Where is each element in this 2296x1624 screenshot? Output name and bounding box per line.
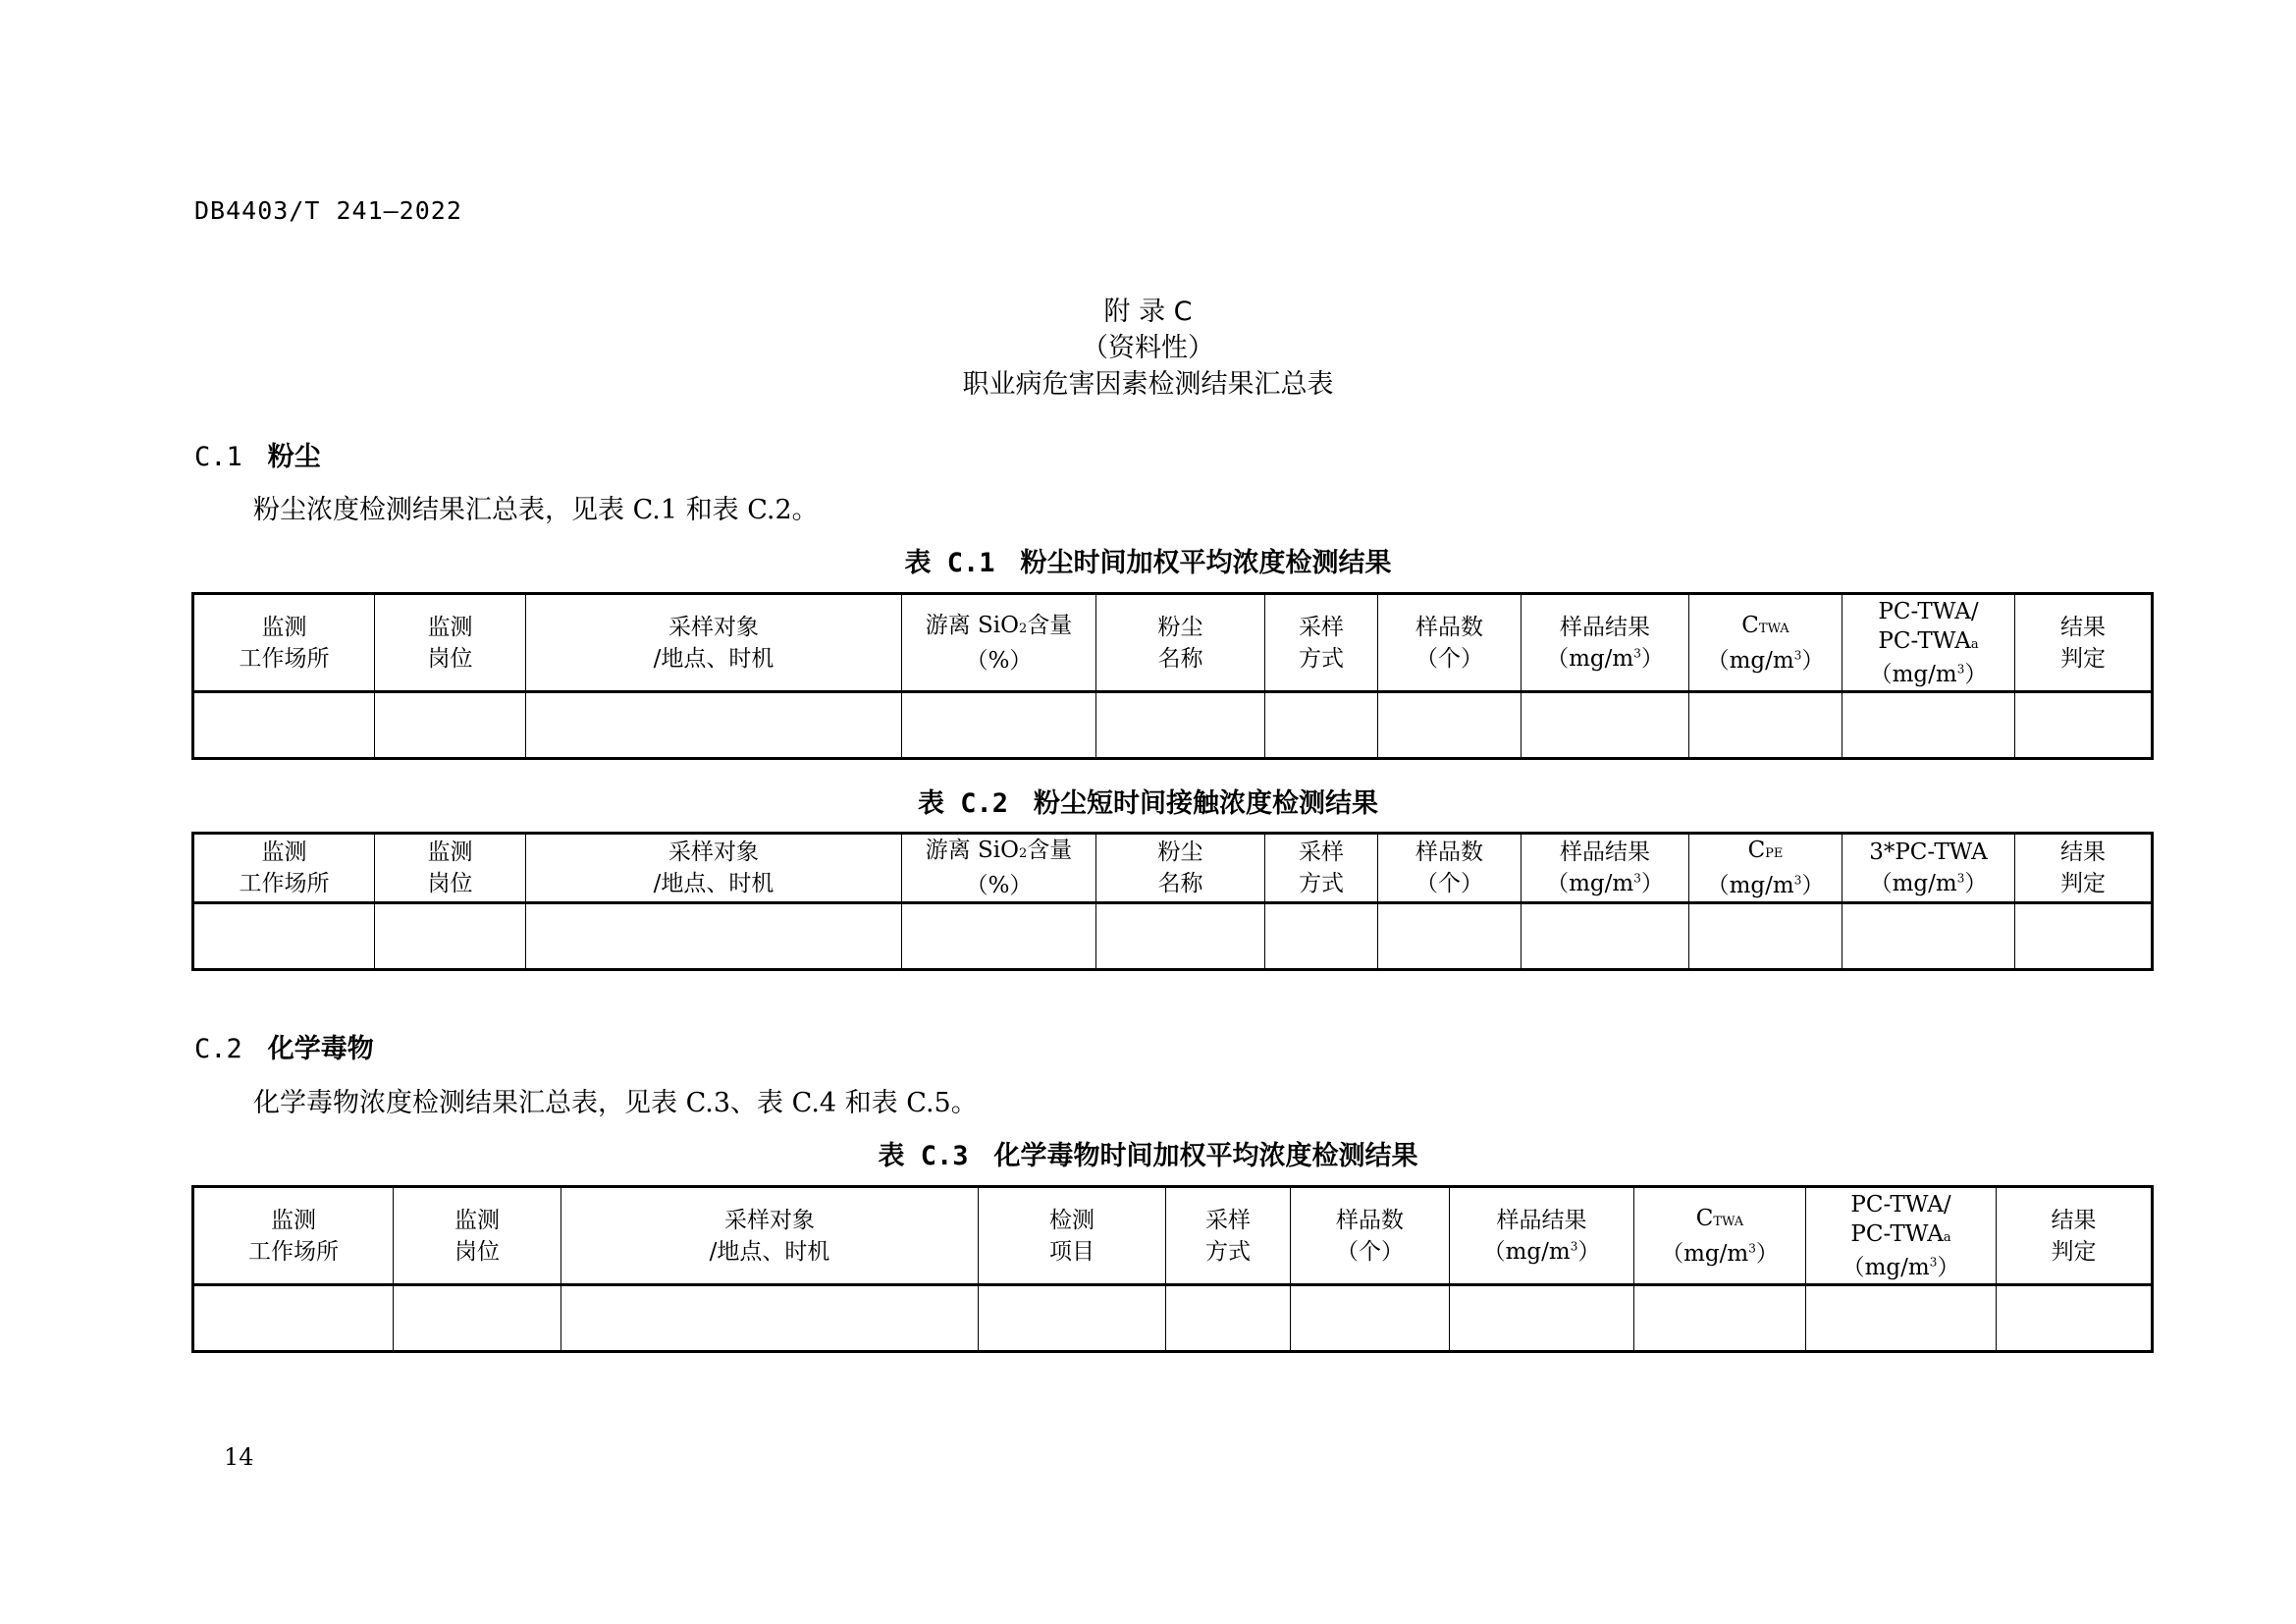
- table-c1: [191, 592, 2154, 760]
- table-cell: [526, 692, 902, 759]
- table-cell: [1634, 1285, 1806, 1352]
- table-cell: [1806, 1285, 1997, 1352]
- section-heading-c2: [194, 1027, 374, 1065]
- section-number: C.2: [194, 1034, 242, 1064]
- table-cell: [1166, 1285, 1291, 1352]
- table-cell: [1096, 903, 1265, 970]
- table-cell: [1265, 903, 1378, 970]
- header-sio2-content: 游离 SiO2含量 （%）: [902, 594, 1096, 692]
- section-title: 化学毒物: [267, 1034, 374, 1064]
- header-post: 监测 岗位: [394, 1187, 561, 1285]
- table-cell: [561, 1285, 979, 1352]
- table-cell: [1378, 903, 1522, 970]
- annex-label: 附 录 C: [1103, 297, 1193, 327]
- header-workplace: 监测 工作场所: [193, 834, 375, 903]
- header-dust-name: 粉尘 名称: [1096, 594, 1265, 692]
- section-title: 粉尘: [267, 442, 321, 472]
- table-c3: [191, 1185, 2154, 1353]
- header-pc-twa: PC-TWA/ PC-TWAa $(mg/m^3)$: [1806, 1187, 1997, 1285]
- section-number: C.1: [194, 442, 242, 472]
- header-sio2-content: 游离 SiO2含量 （%）: [902, 834, 1096, 903]
- header-workplace: 监测 工作场所: [193, 594, 375, 692]
- header-sample-count: 样品数 （个）: [1378, 834, 1522, 903]
- table-cell: [193, 1285, 394, 1352]
- header-judgement: 结果 判定: [2015, 834, 2153, 903]
- table-cell: [1842, 903, 2015, 970]
- table-cell: [193, 692, 375, 759]
- table-cell: [1522, 692, 1689, 759]
- header-sampling-method: 采样 方式: [1265, 834, 1378, 903]
- table-cell: [193, 903, 375, 970]
- table-header-row: [193, 594, 2153, 692]
- table-cell: [1522, 903, 1689, 970]
- header-sample-count: 样品数 （个）: [1378, 594, 1522, 692]
- table-title: 粉尘短时间接触浓度检测结果: [1034, 788, 1379, 819]
- table-cell: [979, 1285, 1166, 1352]
- header-pc-twa: PC-TWA/ PC-TWAa $(mg/m^3)$: [1842, 594, 2015, 692]
- header-sample-result: 样品结果 $(mg/m^3)$: [1522, 594, 1689, 692]
- table-title: 粉尘时间加权平均浓度检测结果: [1020, 548, 1392, 578]
- header-sample-result: 样品结果 $(mg/m^3)$: [1450, 1187, 1634, 1285]
- table-cell: [375, 692, 526, 759]
- table-cell: [902, 903, 1096, 970]
- table-cell: [2015, 692, 2153, 759]
- table-number: 表 C.1: [904, 548, 995, 578]
- table-caption-c2: [0, 782, 2296, 820]
- header-c-pe: CPE $(mg/m^3)$: [1689, 834, 1842, 903]
- table-number: 表 C.2: [917, 788, 1009, 819]
- header-sampling-object: 采样对象 /地点、时机: [561, 1187, 979, 1285]
- table-cell: [1689, 692, 1842, 759]
- header-sampling-object: 采样对象 /地点、时机: [526, 834, 902, 903]
- header-c-twa: CTWA $(mg/m^3)$: [1634, 1187, 1806, 1285]
- document-code: DB4403/T 241—2022: [194, 196, 462, 225]
- header-post: 监测 岗位: [375, 594, 526, 692]
- table-number: 表 C.3: [878, 1141, 969, 1171]
- section-intro-c1: 粉尘浓度检测结果汇总表，见表 C.1 和表 C.2。: [253, 495, 819, 525]
- table-row: [193, 692, 2153, 759]
- header-c-twa: CTWA $(mg/m^3)$: [1689, 594, 1842, 692]
- section-heading-c1: [194, 435, 321, 473]
- annex-type: （资料性）: [1082, 333, 1214, 363]
- header-3x-pc-twa: 3*PC-TWA $(mg/m^3)$: [1842, 834, 2015, 903]
- table-row: [193, 1285, 2153, 1352]
- header-test-item: 检测 项目: [979, 1187, 1166, 1285]
- table-caption-c3: [0, 1134, 2296, 1172]
- header-sample-count: 样品数 （个）: [1291, 1187, 1450, 1285]
- table-cell: [1096, 692, 1265, 759]
- header-judgement: 结果 判定: [1997, 1187, 2153, 1285]
- table-cell: [1378, 692, 1522, 759]
- table-cell: [1997, 1285, 2153, 1352]
- table-cell: [1842, 692, 2015, 759]
- header-sampling-object: 采样对象 /地点、时机: [526, 594, 902, 692]
- page-number: 14: [224, 1443, 254, 1471]
- table-cell: [1450, 1285, 1634, 1352]
- table-title: 化学毒物时间加权平均浓度检测结果: [993, 1141, 1418, 1171]
- header-sample-result: 样品结果 $(mg/m^3)$: [1522, 834, 1689, 903]
- header-post: 监测 岗位: [375, 834, 526, 903]
- table-cell: [526, 903, 902, 970]
- table-cell: [2015, 903, 2153, 970]
- table-header-row: [193, 834, 2153, 903]
- table-c2: [191, 832, 2154, 971]
- header-judgement: 结果 判定: [2015, 594, 2153, 692]
- table-cell: [1265, 692, 1378, 759]
- header-dust-name: 粉尘 名称: [1096, 834, 1265, 903]
- header-workplace: 监测 工作场所: [193, 1187, 394, 1285]
- annex-title: 职业病危害因素检测结果汇总表: [962, 369, 1334, 400]
- table-cell: [1689, 903, 1842, 970]
- table-caption-c1: [0, 541, 2296, 579]
- table-cell: [1291, 1285, 1450, 1352]
- table-header-row: [193, 1187, 2153, 1285]
- header-sampling-method: 采样 方式: [1265, 594, 1378, 692]
- table-cell: [902, 692, 1096, 759]
- table-cell: [394, 1285, 561, 1352]
- table-cell: [375, 903, 526, 970]
- table-row: [193, 903, 2153, 970]
- section-intro-c2: 化学毒物浓度检测结果汇总表，见表 C.3、表 C.4 和表 C.5。: [253, 1088, 978, 1118]
- header-sampling-method: 采样 方式: [1166, 1187, 1291, 1285]
